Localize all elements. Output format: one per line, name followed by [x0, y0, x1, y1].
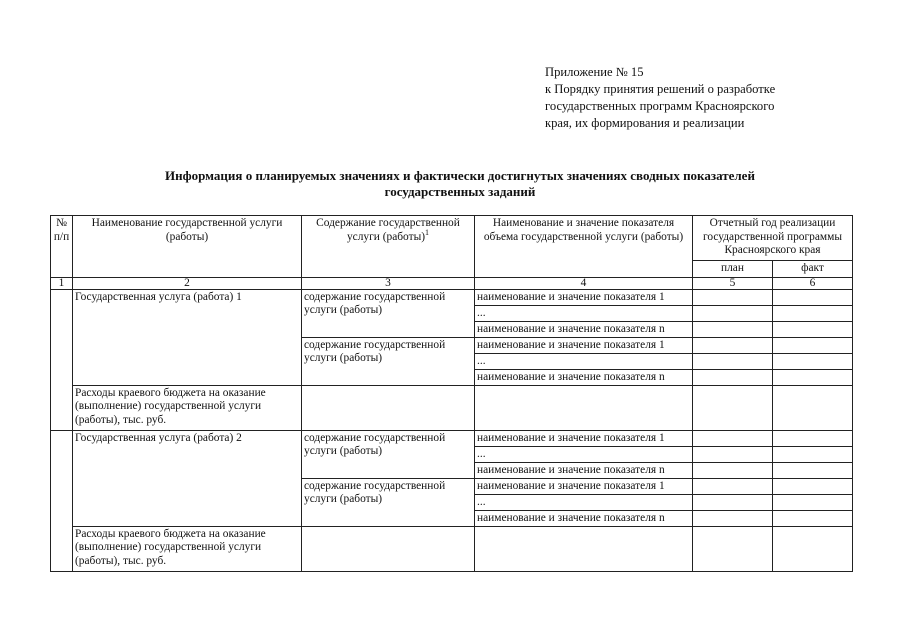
plan-cell	[693, 353, 773, 369]
fact-cell	[773, 337, 853, 353]
appendix-line: края, их формирования и реализации	[545, 116, 745, 130]
indicator-cell: ...	[475, 305, 693, 321]
appendix-line: Приложение № 15	[545, 65, 644, 79]
indicator-cell: ...	[475, 353, 693, 369]
plan-cell	[693, 321, 773, 337]
expenses-row	[51, 385, 853, 430]
service-name-cell: Государственная услуга (работа) 2	[73, 430, 302, 526]
fact-cell	[773, 510, 853, 526]
indicator-cell: наименование и значение показателя n	[475, 462, 693, 478]
plan-cell	[693, 305, 773, 321]
column-number: 4	[475, 277, 693, 289]
fact-cell	[773, 478, 853, 494]
fact-cell	[773, 321, 853, 337]
fact-cell	[773, 446, 853, 462]
plan-cell	[693, 385, 773, 430]
fact-cell	[773, 430, 853, 446]
plan-cell	[693, 526, 773, 571]
service-content-cell: содержание государственной услуги (работы)	[302, 337, 475, 385]
header-report-year: Отчетный год реализации государственной программы Красноярского края	[693, 216, 853, 261]
indicator-cell: наименование и значение показателя 1	[475, 289, 693, 305]
plan-cell	[693, 430, 773, 446]
fact-cell	[773, 369, 853, 385]
column-numbers-row	[51, 277, 853, 289]
indicator-cell: наименование и значение показателя 1	[475, 337, 693, 353]
header-indicator: Наименование и значение показателя объема государственной услуги (работы)	[475, 216, 693, 278]
indicator-cell: ...	[475, 446, 693, 462]
header-row	[51, 216, 853, 261]
column-number: 2	[73, 277, 302, 289]
expenses-indicator-cell	[475, 526, 693, 571]
header-fact: факт	[773, 261, 853, 278]
expenses-label-cell: Расходы краевого бюджета на оказание (выполнение) государственной услуги (работы), тыс. руб.	[73, 385, 302, 430]
service-content-cell: содержание государственной услуги (работы)	[302, 430, 475, 478]
table-row	[51, 430, 853, 446]
footnote-marker: 1	[425, 227, 430, 237]
appendix-note	[545, 64, 775, 132]
indicator-cell: наименование и значение показателя 1	[475, 430, 693, 446]
row-number-cell	[51, 289, 73, 430]
fact-cell	[773, 385, 853, 430]
header-content-text: Содержание государственной услуги (работы)	[316, 217, 460, 243]
header-service: Наименование государственной услуги (работы)	[73, 216, 302, 278]
fact-cell	[773, 494, 853, 510]
column-number: 3	[302, 277, 475, 289]
indicator-cell: наименование и значение показателя 1	[475, 478, 693, 494]
title-line-2: государственных заданий	[384, 184, 536, 199]
expenses-indicator-cell	[475, 385, 693, 430]
fact-cell	[773, 462, 853, 478]
appendix-line: к Порядку принятия решений о разработке	[545, 82, 776, 96]
plan-cell	[693, 494, 773, 510]
column-number: 6	[773, 277, 853, 289]
plan-cell	[693, 462, 773, 478]
plan-cell	[693, 446, 773, 462]
table-row	[51, 289, 853, 305]
plan-cell	[693, 510, 773, 526]
plan-cell	[693, 478, 773, 494]
service-name-cell: Государственная услуга (работа) 1	[73, 289, 302, 385]
plan-cell	[693, 337, 773, 353]
indicator-cell: наименование и значение показателя n	[475, 369, 693, 385]
indicator-cell: ...	[475, 494, 693, 510]
expenses-content-cell	[302, 526, 475, 571]
indicator-cell: наименование и значение показателя n	[475, 510, 693, 526]
expenses-label-cell: Расходы краевого бюджета на оказание (выполнение) государственной услуги (работы), тыс. руб.	[73, 526, 302, 571]
fact-cell	[773, 305, 853, 321]
fact-cell	[773, 353, 853, 369]
fact-cell	[773, 526, 853, 571]
service-content-cell: содержание государственной услуги (работы)	[302, 289, 475, 337]
expenses-row	[51, 526, 853, 571]
indicators-table	[50, 215, 853, 572]
fact-cell	[773, 289, 853, 305]
header-content	[302, 216, 475, 278]
indicator-cell: наименование и значение показателя n	[475, 321, 693, 337]
column-number: 1	[51, 277, 73, 289]
appendix-line: государственных программ Красноярского	[545, 99, 775, 113]
document-title	[60, 168, 860, 200]
plan-cell	[693, 369, 773, 385]
row-number-cell	[51, 430, 73, 571]
plan-cell	[693, 289, 773, 305]
title-line-1: Информация о планируемых значениях и фактически достигнутых значениях сводных показателей	[165, 168, 755, 183]
header-num: № п/п	[51, 216, 73, 278]
expenses-content-cell	[302, 385, 475, 430]
column-number: 5	[693, 277, 773, 289]
header-plan: план	[693, 261, 773, 278]
service-content-cell: содержание государственной услуги (работы)	[302, 478, 475, 526]
